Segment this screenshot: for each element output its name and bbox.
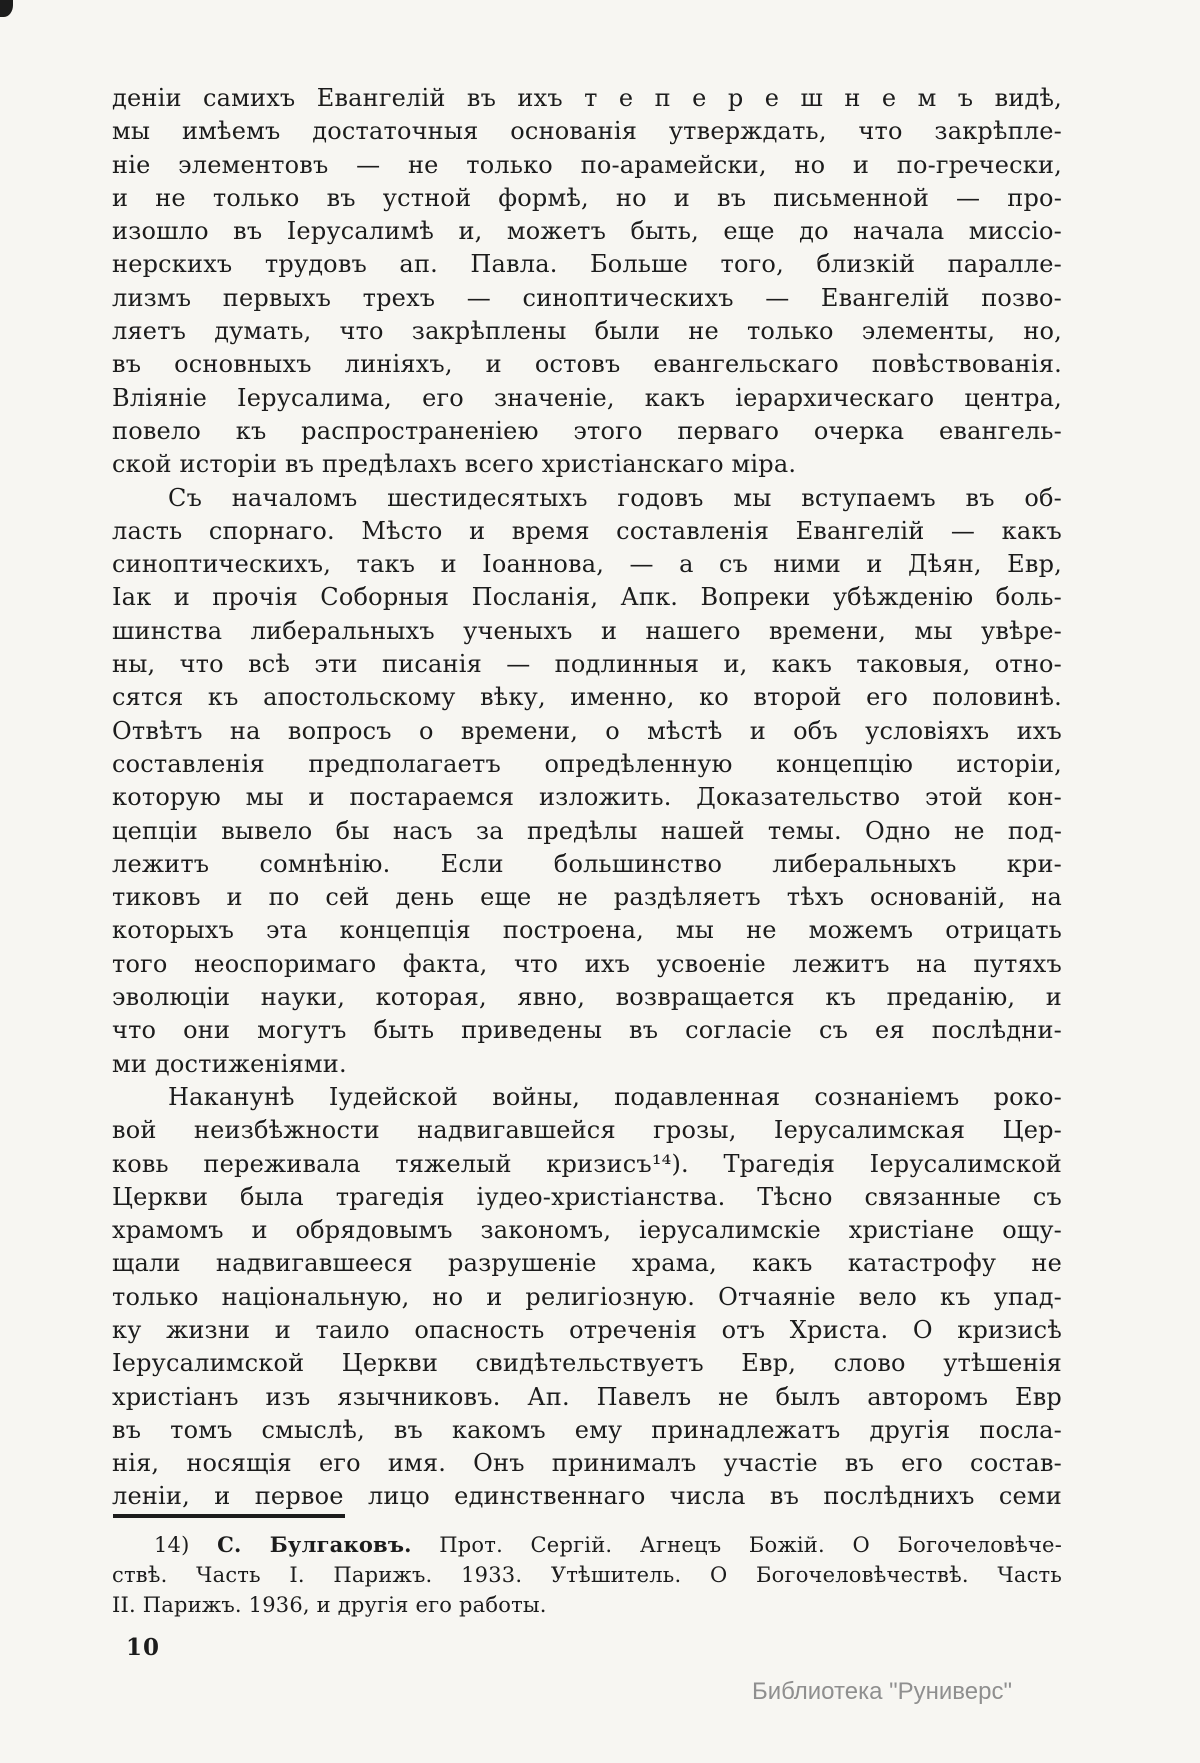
text-line: христіанъ изъ язычниковъ. Ап. Павелъ не былъ авторомъ Евр [112, 1382, 1062, 1411]
text-line: которыхъ эта концепція построена, мы не можемъ отрицать [112, 916, 1062, 945]
text-line: деніи самихъ Евангелій въ ихъ т е п е р е ш н е м ъ видѣ, [112, 84, 1062, 112]
text-line: Іерусалимской Церкви свидѣтельствуетъ Евр, слово утѣшенія [112, 1349, 1062, 1378]
text-line: нерскихъ трудовъ ап. Павла. Больше того, близкій паралле- [112, 250, 1062, 279]
text-line: въ основныхъ линіяхъ, и остовъ евангельскаго повѣствованія. [112, 350, 1062, 379]
text-line: въ томъ смыслѣ, въ какомъ ему принадлежатъ другія посла- [112, 1415, 1062, 1444]
text-line: Іак и прочія Соборныя Посланія, Апк. Вопреки убѣжденію боль- [112, 583, 1062, 612]
text-line: ми достиженіями. [112, 1049, 347, 1078]
footnote-author: С. Булгаковъ. [217, 1532, 412, 1557]
text-line: что они могутъ быть приведены въ согласіе съ ея послѣдни- [112, 1016, 1062, 1045]
text-line: синоптическихъ, такъ и Іоаннова, — а съ ними и Дѣян, Евр, [112, 550, 1062, 579]
text-line: ніе элементовъ — не только по-арамейски, но и по-гречески, [112, 150, 1062, 179]
text-line: тиковъ и по сей день еще не раздѣляетъ тѣхъ основаній, на [112, 883, 1062, 912]
text-line: лизмъ первыхъ трехъ — синоптическихъ — Евангелій позво- [112, 283, 1062, 312]
text-line: изошло въ Іерусалимѣ и, можетъ быть, еще до начала миссіо- [112, 217, 1062, 246]
text-line: Церкви была трагедія іудео-христіанства. Тѣсно связанные съ [112, 1182, 1062, 1211]
text-line: только національную, но и религіозную. Отчаяніе вело къ упад- [112, 1282, 1062, 1311]
text-line: цепціи вывело бы насъ за предѣлы нашей темы. Одно не под- [112, 816, 1062, 845]
footnote-line: 14) С. Булгаковъ. Прот. Сергій. Агнецъ Божій. О Богочеловѣче- [154, 1532, 1062, 1557]
text-line: Отвѣтъ на вопросъ о времени, о мѣстѣ и объ условіяхъ ихъ [112, 716, 1062, 745]
text-line: ны, что всѣ эти писанія — подлинныя и, какъ таковыя, отно- [112, 650, 1062, 679]
text-line: леніи, и первое лицо единственнаго числа въ послѣднихъ семи [112, 1482, 1062, 1511]
text-line: ласть спорнаго. Мѣсто и время составленія Евангелій — какъ [112, 516, 1062, 545]
text-line: Вліяніе Іерусалима, его значеніе, какъ іерархическаго центра, [112, 383, 1062, 412]
text-line: и не только въ устной формѣ, но и въ письменной — про- [112, 183, 1062, 212]
text-line: шинства либеральныхъ ученыхъ и нашего времени, мы увѣре- [112, 616, 1062, 645]
scan-artifact [0, 0, 13, 17]
text-line: ляетъ думать, что закрѣплены были не только элементы, но, [112, 317, 1062, 346]
footnote-separator [113, 1514, 345, 1518]
text-line: мы имѣемъ достаточныя основанія утверждать, что закрѣпле- [112, 117, 1062, 146]
text-line: нія, носящія его имя. Онъ принималъ участіе въ его состав- [112, 1449, 1062, 1478]
footnote-line: ствѣ. Часть I. Парижъ. 1933. Утѣшитель. О Богочеловѣчествѣ. Часть [112, 1563, 1062, 1587]
body-text [112, 82, 1062, 1514]
footnote-line: II. Парижъ. 1936, и другія его работы. [112, 1593, 547, 1617]
text-line: ской исторіи въ предѣлахъ всего христіанскаго міра. [112, 450, 797, 479]
text-line: храмомъ и обрядовымъ закономъ, іерусалимскіе христіане ощу- [112, 1216, 1062, 1245]
text-line: Съ началомъ шестидесятыхъ годовъ мы вступаемъ въ об- [168, 483, 1062, 512]
footnote [112, 1530, 1062, 1620]
text-line: ковь переживала тяжелый кризисъ¹⁴). Трагедія Іерусалимской [112, 1149, 1062, 1178]
text-line: того неоспоримаго факта, что ихъ усвоеніе лежитъ на путяхъ [112, 949, 1062, 978]
text-line: эволюціи науки, которая, явно, возвращается къ преданію, и [112, 983, 1062, 1012]
text-line: повело къ распространеніею этого перваго очерка евангель- [112, 416, 1062, 445]
text-line: вой неизбѣжности надвигавшейся грозы, Іерусалимская Цер- [112, 1116, 1062, 1145]
text-line: лежитъ сомнѣнію. Если большинство либеральныхъ кри- [112, 849, 1062, 878]
text-line: ку жизни и таило опасность отреченія отъ Христа. О кризисѣ [112, 1315, 1062, 1344]
text-line: щали надвигавшееся разрушеніе храма, какъ катастрофу не [112, 1249, 1062, 1278]
page-number: 10 [126, 1634, 161, 1661]
library-watermark: Библиотека "Руниверс" [751, 1678, 1012, 1705]
text-line: Наканунѣ Іудейской войны, подавленная сознаніемъ роко- [168, 1082, 1062, 1111]
text-line: составленія предполагаетъ опредѣленную концепцію исторіи, [112, 749, 1062, 778]
text-line: сятся къ апостольскому вѣку, именно, ко второй его половинѣ. [112, 683, 1062, 712]
text-line: которую мы и постараемся изложить. Доказательство этой кон- [112, 783, 1062, 812]
